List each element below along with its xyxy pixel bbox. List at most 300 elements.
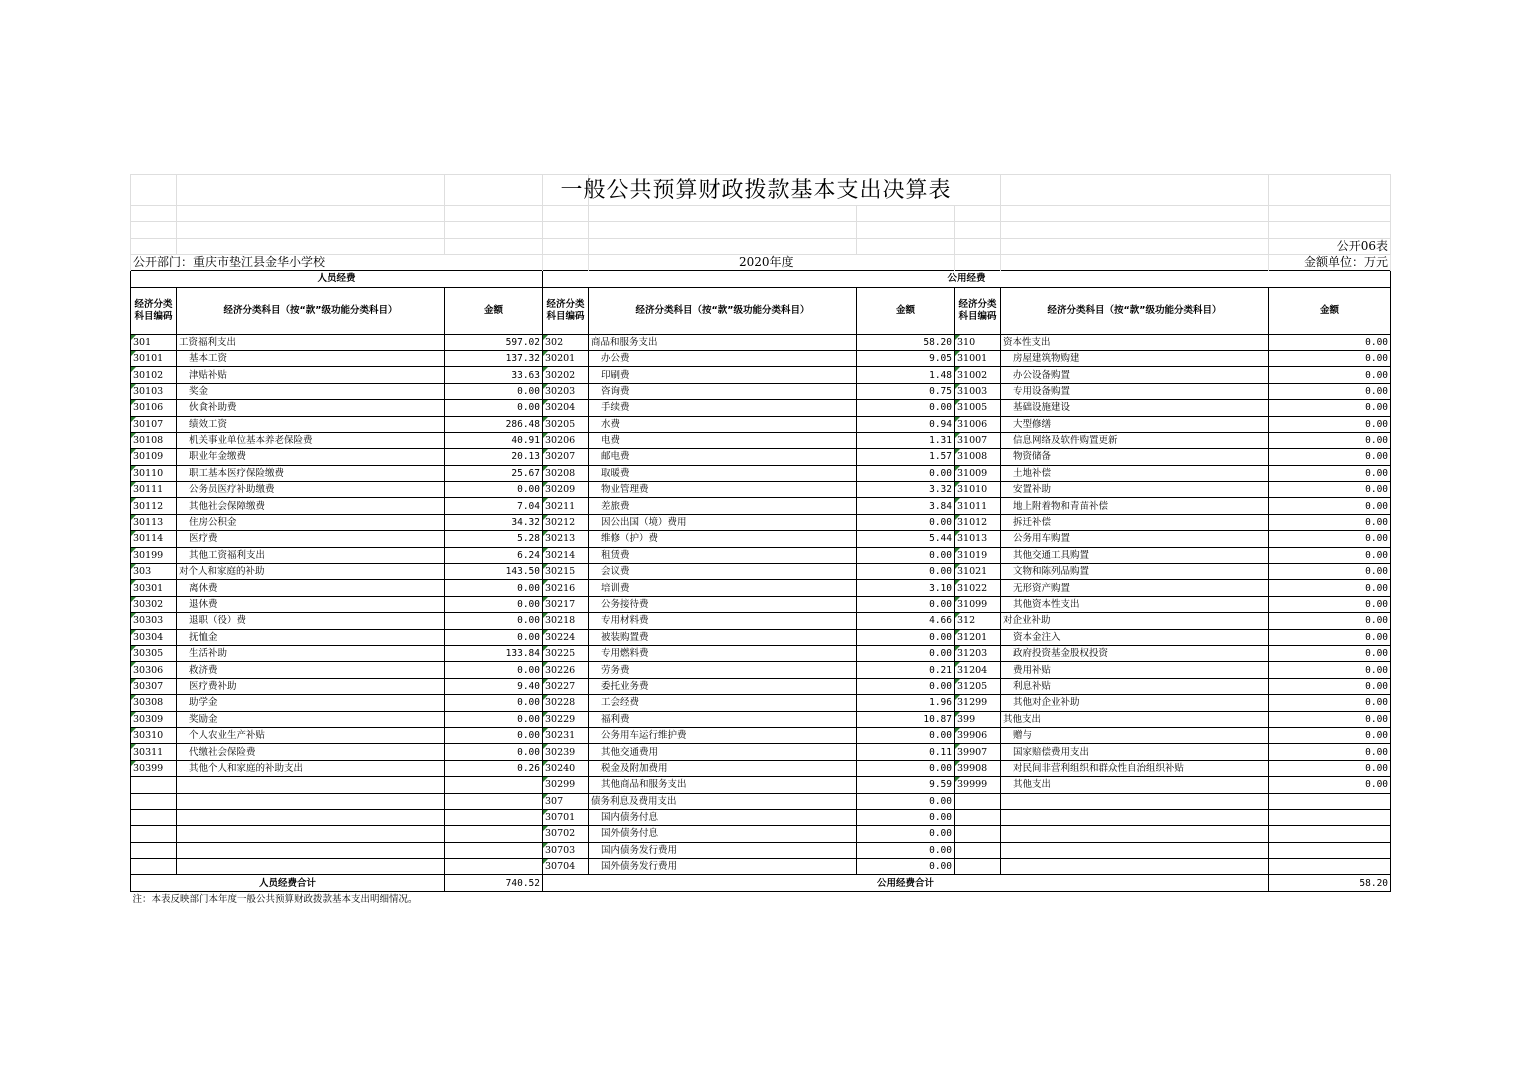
cell-code: 31001 [955, 350, 1001, 366]
cell-code: 30229 [543, 711, 589, 727]
header-name: 经济分类科目（按“款”级功能分类科目） [1001, 287, 1269, 334]
cell-name: 其他对企业补助 [1001, 695, 1269, 711]
cell-name: 公务用车购置 [1001, 531, 1269, 547]
cell-amount [1269, 809, 1391, 825]
cell-name: 职业年金缴费 [177, 449, 445, 465]
cell-name: 个人农业生产补贴 [177, 727, 445, 743]
table-row [131, 695, 1391, 711]
cell-name: 退职（役）费 [177, 613, 445, 629]
cell-name: 政府投资基金股权投资 [1001, 645, 1269, 661]
cell-amount: 597.02 [445, 334, 543, 350]
budget-table-sheet [130, 174, 1390, 907]
cell-name: 福利费 [589, 711, 857, 727]
cell-name: 资本金注入 [1001, 629, 1269, 645]
cell-name: 文物和陈列品购置 [1001, 564, 1269, 580]
cell-code: 31299 [955, 695, 1001, 711]
cell-code [131, 777, 177, 793]
cell-amount: 0.00 [1269, 482, 1391, 498]
cell-amount: 0.00 [1269, 564, 1391, 580]
table-row [131, 334, 1391, 350]
cell-name: 拆迁补偿 [1001, 514, 1269, 530]
cell-code: 30109 [131, 449, 177, 465]
cell-code [955, 842, 1001, 858]
cell-name: 商品和服务支出 [589, 334, 857, 350]
cell-amount: 3.84 [857, 498, 955, 514]
table-row [131, 678, 1391, 694]
cell-name: 大型修缮 [1001, 416, 1269, 432]
cell-amount: 0.00 [857, 629, 955, 645]
cell-code: 30301 [131, 580, 177, 596]
cell-amount: 0.00 [857, 842, 955, 858]
cell-code [131, 859, 177, 875]
cell-name: 工资福利支出 [177, 334, 445, 350]
cell-amount: 0.00 [1269, 613, 1391, 629]
header-amount: 金额 [857, 287, 955, 334]
cell-amount: 0.00 [1269, 449, 1391, 465]
table-row [131, 482, 1391, 498]
cell-code: 30211 [543, 498, 589, 514]
cell-amount: 0.00 [1269, 580, 1391, 596]
cell-amount: 0.00 [445, 695, 543, 711]
cell-code: 30106 [131, 400, 177, 416]
cell-amount: 1.57 [857, 449, 955, 465]
cell-name: 会议费 [589, 564, 857, 580]
cell-amount: 143.50 [445, 564, 543, 580]
cell-name: 信息网络及软件购置更新 [1001, 432, 1269, 448]
table-row [131, 645, 1391, 661]
cell-amount: 0.00 [857, 793, 955, 809]
cell-amount: 9.40 [445, 678, 543, 694]
cell-code: 30399 [131, 760, 177, 776]
cell-code: 310 [955, 334, 1001, 350]
cell-amount: 0.00 [857, 514, 955, 530]
cell-code: 31021 [955, 564, 1001, 580]
cell-name: 代缴社会保险费 [177, 744, 445, 760]
cell-code: 39907 [955, 744, 1001, 760]
cell-amount [445, 859, 543, 875]
cell-code: 30110 [131, 465, 177, 481]
cell-amount: 0.00 [1269, 514, 1391, 530]
cell-amount: 1.48 [857, 367, 955, 383]
cell-code: 30307 [131, 678, 177, 694]
cell-amount: 0.00 [857, 859, 955, 875]
cell-name: 工会经费 [589, 695, 857, 711]
cell-name: 物业管理费 [589, 482, 857, 498]
cell-name: 办公设备购置 [1001, 367, 1269, 383]
header-name: 经济分类科目（按“款”级功能分类科目） [589, 287, 857, 334]
cell-amount: 0.00 [857, 400, 955, 416]
cell-name: 因公出国（境）费用 [589, 514, 857, 530]
cell-code: 30217 [543, 596, 589, 612]
footnote: 注：本表反映部门本年度一般公共预算财政拨款基本支出明细情况。 [132, 894, 418, 906]
cell-name [1001, 842, 1269, 858]
table-row [131, 613, 1391, 629]
cell-code: 39908 [955, 760, 1001, 776]
cell-amount: 7.04 [445, 498, 543, 514]
cell-code: 30214 [543, 547, 589, 563]
cell-code: 30208 [543, 465, 589, 481]
cell-code: 31002 [955, 367, 1001, 383]
cell-name: 培训费 [589, 580, 857, 596]
cell-name: 其他交通工具购置 [1001, 547, 1269, 563]
unit-label: 金额单位：万元 [1269, 255, 1391, 271]
table-row [131, 662, 1391, 678]
cell-name: 绩效工资 [177, 416, 445, 432]
cell-code: 31201 [955, 629, 1001, 645]
cell-name: 公务用车运行维护费 [589, 727, 857, 743]
cell-amount: 0.00 [857, 760, 955, 776]
cell-amount: 0.00 [857, 678, 955, 694]
cell-code: 31009 [955, 465, 1001, 481]
table-row [131, 400, 1391, 416]
cell-name: 公务员医疗补助缴费 [177, 482, 445, 498]
section-public: 公用经费 [543, 271, 1391, 287]
cell-code: 31205 [955, 678, 1001, 694]
cell-name: 国家赔偿费用支出 [1001, 744, 1269, 760]
cell-code [131, 842, 177, 858]
cell-amount: 0.00 [1269, 498, 1391, 514]
table-row [131, 711, 1391, 727]
cell-amount: 286.48 [445, 416, 543, 432]
cell-code: 30704 [543, 859, 589, 875]
cell-amount: 133.84 [445, 645, 543, 661]
cell-amount: 0.00 [1269, 465, 1391, 481]
cell-code: 399 [955, 711, 1001, 727]
cell-name: 基本工资 [177, 350, 445, 366]
cell-name: 国外债务付息 [589, 826, 857, 842]
cell-name: 国内债务付息 [589, 809, 857, 825]
cell-amount [445, 842, 543, 858]
cell-amount [445, 826, 543, 842]
cell-name: 对企业补助 [1001, 613, 1269, 629]
cell-code [131, 793, 177, 809]
cell-amount: 5.44 [857, 531, 955, 547]
cell-name: 其他资本性支出 [1001, 596, 1269, 612]
table-row [131, 826, 1391, 842]
cell-code: 30206 [543, 432, 589, 448]
cell-name: 国外债务发行费用 [589, 859, 857, 875]
cell-amount: 0.00 [1269, 416, 1391, 432]
table-row [131, 514, 1391, 530]
cell-code: 30204 [543, 400, 589, 416]
cell-name: 差旅费 [589, 498, 857, 514]
table-row [131, 547, 1391, 563]
cell-code: 30112 [131, 498, 177, 514]
cell-amount: 6.24 [445, 547, 543, 563]
cell-name: 劳务费 [589, 662, 857, 678]
personnel-total-value: 740.52 [445, 875, 543, 891]
cell-code: 30225 [543, 645, 589, 661]
table-row [131, 809, 1391, 825]
cell-name: 伙食补助费 [177, 400, 445, 416]
cell-amount: 0.00 [1269, 432, 1391, 448]
cell-name: 医疗费补助 [177, 678, 445, 694]
cell-name: 助学金 [177, 695, 445, 711]
table-row [131, 383, 1391, 399]
cell-code: 303 [131, 564, 177, 580]
cell-code: 30701 [543, 809, 589, 825]
cell-code: 30311 [131, 744, 177, 760]
header-code: 经济分类科目编码 [543, 287, 589, 334]
cell-amount: 10.87 [857, 711, 955, 727]
table-row [131, 580, 1391, 596]
cell-code: 30224 [543, 629, 589, 645]
cell-code: 31019 [955, 547, 1001, 563]
header-name: 经济分类科目（按“款”级功能分类科目） [177, 287, 445, 334]
cell-code: 31011 [955, 498, 1001, 514]
cell-amount: 0.00 [857, 727, 955, 743]
cell-amount: 0.00 [1269, 334, 1391, 350]
cell-code: 30209 [543, 482, 589, 498]
cell-name: 安置补助 [1001, 482, 1269, 498]
cell-amount: 0.00 [1269, 629, 1391, 645]
cell-name: 公务接待费 [589, 596, 857, 612]
table-row [131, 350, 1391, 366]
public-total-label: 公用经费合计 [543, 875, 1269, 891]
cell-code: 30205 [543, 416, 589, 432]
expenditure-table [130, 174, 1391, 907]
cell-code [131, 826, 177, 842]
cell-amount: 0.00 [445, 596, 543, 612]
cell-amount: 0.00 [1269, 350, 1391, 366]
header-code: 经济分类科目编码 [131, 287, 177, 334]
cell-name: 奖金 [177, 383, 445, 399]
cell-code: 30703 [543, 842, 589, 858]
cell-amount: 0.00 [857, 809, 955, 825]
cell-amount: 137.32 [445, 350, 543, 366]
cell-amount: 9.05 [857, 350, 955, 366]
table-number: 公开06表 [1269, 238, 1391, 254]
cell-name: 对个人和家庭的补助 [177, 564, 445, 580]
cell-code [955, 793, 1001, 809]
cell-code: 30303 [131, 613, 177, 629]
cell-name: 被装购置费 [589, 629, 857, 645]
cell-name: 专用燃料费 [589, 645, 857, 661]
cell-name: 债务利息及费用支出 [589, 793, 857, 809]
cell-amount: 0.00 [1269, 760, 1391, 776]
cell-amount: 0.00 [445, 482, 543, 498]
cell-code: 30231 [543, 727, 589, 743]
cell-amount: 0.00 [1269, 662, 1391, 678]
cell-name [177, 809, 445, 825]
cell-amount: 25.67 [445, 465, 543, 481]
cell-amount: 0.00 [445, 580, 543, 596]
table-row [131, 416, 1391, 432]
cell-name: 邮电费 [589, 449, 857, 465]
cell-name: 印刷费 [589, 367, 857, 383]
cell-code: 30102 [131, 367, 177, 383]
cell-name: 电费 [589, 432, 857, 448]
cell-name: 利息补贴 [1001, 678, 1269, 694]
cell-name [1001, 859, 1269, 875]
cell-amount: 0.11 [857, 744, 955, 760]
cell-code: 31006 [955, 416, 1001, 432]
table-row [131, 465, 1391, 481]
table-row [131, 531, 1391, 547]
department-label: 公开部门：重庆市垫江县金华小学校 [131, 255, 543, 271]
cell-amount: 40.91 [445, 432, 543, 448]
cell-name: 维修（护）费 [589, 531, 857, 547]
cell-name: 其他工资福利支出 [177, 547, 445, 563]
cell-amount: 0.00 [857, 564, 955, 580]
cell-name: 离休费 [177, 580, 445, 596]
table-row [131, 367, 1391, 383]
cell-code: 39999 [955, 777, 1001, 793]
cell-code: 30304 [131, 629, 177, 645]
cell-name: 其他支出 [1001, 711, 1269, 727]
cell-name: 对民间非营利组织和群众性自治组织补贴 [1001, 760, 1269, 776]
table-row [131, 498, 1391, 514]
cell-code: 31203 [955, 645, 1001, 661]
cell-amount: 0.00 [1269, 695, 1391, 711]
cell-code: 30309 [131, 711, 177, 727]
table-row [131, 432, 1391, 448]
cell-amount: 0.00 [857, 596, 955, 612]
cell-code: 31013 [955, 531, 1001, 547]
header-code: 经济分类科目编码 [955, 287, 1001, 334]
public-total-value: 58.20 [1269, 875, 1391, 891]
page-title: 一般公共预算财政拨款基本支出决算表 [560, 177, 952, 203]
cell-name: 土地补偿 [1001, 465, 1269, 481]
cell-name: 赠与 [1001, 727, 1269, 743]
cell-code: 30306 [131, 662, 177, 678]
cell-name [177, 793, 445, 809]
cell-code: 30108 [131, 432, 177, 448]
cell-name: 津贴补贴 [177, 367, 445, 383]
cell-amount: 0.26 [445, 760, 543, 776]
cell-name: 水费 [589, 416, 857, 432]
table-row [131, 760, 1391, 776]
table-row [131, 793, 1391, 809]
cell-name: 救济费 [177, 662, 445, 678]
cell-code: 312 [955, 613, 1001, 629]
cell-amount [1269, 842, 1391, 858]
cell-amount [445, 809, 543, 825]
cell-name: 奖励金 [177, 711, 445, 727]
cell-code: 30113 [131, 514, 177, 530]
cell-name: 其他商品和服务支出 [589, 777, 857, 793]
cell-name [177, 826, 445, 842]
cell-amount: 0.00 [445, 383, 543, 399]
cell-code: 301 [131, 334, 177, 350]
cell-code: 30227 [543, 678, 589, 694]
cell-name: 其他交通费用 [589, 744, 857, 760]
cell-amount: 0.00 [857, 465, 955, 481]
cell-code [131, 809, 177, 825]
cell-name [1001, 809, 1269, 825]
cell-code [955, 859, 1001, 875]
cell-name: 地上附着物和青苗补偿 [1001, 498, 1269, 514]
table-row [131, 842, 1391, 858]
cell-code: 30114 [131, 531, 177, 547]
cell-amount: 0.00 [1269, 645, 1391, 661]
cell-code: 30218 [543, 613, 589, 629]
cell-code: 30203 [543, 383, 589, 399]
cell-amount: 20.13 [445, 449, 543, 465]
cell-code: 30299 [543, 777, 589, 793]
header-amount: 金额 [445, 287, 543, 334]
cell-amount: 0.00 [445, 400, 543, 416]
cell-amount: 0.00 [857, 547, 955, 563]
cell-name: 机关事业单位基本养老保险费 [177, 432, 445, 448]
cell-code: 30212 [543, 514, 589, 530]
cell-amount: 0.00 [1269, 777, 1391, 793]
cell-code: 31003 [955, 383, 1001, 399]
cell-amount: 0.00 [1269, 383, 1391, 399]
cell-amount: 3.32 [857, 482, 955, 498]
cell-name: 无形资产购置 [1001, 580, 1269, 596]
cell-name: 资本性支出 [1001, 334, 1269, 350]
cell-name: 手续费 [589, 400, 857, 416]
cell-code: 30213 [543, 531, 589, 547]
cell-amount: 1.96 [857, 695, 955, 711]
cell-code: 31005 [955, 400, 1001, 416]
cell-name [177, 777, 445, 793]
cell-name: 国内债务发行费用 [589, 842, 857, 858]
cell-code: 30305 [131, 645, 177, 661]
cell-name: 住房公积金 [177, 514, 445, 530]
cell-amount: 0.00 [445, 727, 543, 743]
cell-name: 办公费 [589, 350, 857, 366]
fiscal-year: 2020年度 [589, 255, 955, 271]
cell-code: 31010 [955, 482, 1001, 498]
section-personnel: 人员经费 [131, 271, 543, 287]
cell-code: 31012 [955, 514, 1001, 530]
cell-amount: 0.00 [445, 629, 543, 645]
cell-code: 302 [543, 334, 589, 350]
cell-code: 30308 [131, 695, 177, 711]
cell-amount: 33.63 [445, 367, 543, 383]
cell-code [955, 826, 1001, 842]
cell-amount: 9.59 [857, 777, 955, 793]
cell-amount: 1.31 [857, 432, 955, 448]
cell-amount: 0.00 [445, 662, 543, 678]
cell-amount: 0.00 [1269, 547, 1391, 563]
cell-amount: 58.20 [857, 334, 955, 350]
cell-name: 生活补助 [177, 645, 445, 661]
cell-code: 30302 [131, 596, 177, 612]
cell-code: 39906 [955, 727, 1001, 743]
cell-amount: 0.00 [1269, 596, 1391, 612]
cell-name: 委托业务费 [589, 678, 857, 694]
cell-code: 30310 [131, 727, 177, 743]
cell-amount: 0.00 [445, 613, 543, 629]
cell-amount: 0.21 [857, 662, 955, 678]
cell-amount: 0.00 [1269, 531, 1391, 547]
cell-name: 其他个人和家庭的补助支出 [177, 760, 445, 776]
cell-name: 咨询费 [589, 383, 857, 399]
cell-name: 基础设施建设 [1001, 400, 1269, 416]
personnel-total-label: 人员经费合计 [131, 875, 445, 891]
cell-code: 30201 [543, 350, 589, 366]
cell-code: 30111 [131, 482, 177, 498]
cell-code: 30103 [131, 383, 177, 399]
cell-amount: 34.32 [445, 514, 543, 530]
cell-name [177, 859, 445, 875]
cell-amount [445, 777, 543, 793]
cell-code: 30199 [131, 547, 177, 563]
cell-name: 医疗费 [177, 531, 445, 547]
cell-code: 31008 [955, 449, 1001, 465]
cell-code: 30228 [543, 695, 589, 711]
cell-name: 专用材料费 [589, 613, 857, 629]
cell-amount: 5.28 [445, 531, 543, 547]
header-amount: 金额 [1269, 287, 1391, 334]
table-row [131, 727, 1391, 743]
cell-code: 30226 [543, 662, 589, 678]
cell-code: 30216 [543, 580, 589, 596]
cell-code: 30107 [131, 416, 177, 432]
